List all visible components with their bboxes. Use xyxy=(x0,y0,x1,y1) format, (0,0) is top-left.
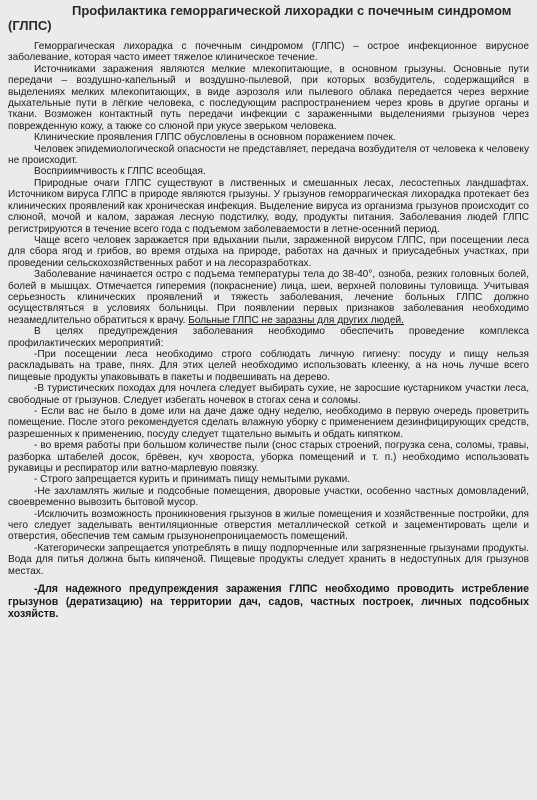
paragraph-sources: Источниками заражения являются мелкие млекопитающие, в основном грызуны. Основные пути передачи – воздушно-капельный и воздушно-пылевой, при которых возбудитель, содержащийся в выделениях мелких млекопитающих, в виде аэрозоля или пылевого облака передается через верхние дыхательные пути в лёгкие человека, с последующим распространением через кровь в другие органы и ткани. Возможен контактный путь передачи инфекции с зараженными выделениями грызунов через поврежденную кожу, а также со слюной при укусе зверьком человека. xyxy=(8,63,529,132)
not-contagious-note: Больные ГЛПС не заразны для других людей. xyxy=(188,314,404,326)
title-line-1: Профилактика геморрагической лихорадки с почечным синдромом xyxy=(72,3,512,18)
paragraph-susceptibility: Восприимчивость к ГЛПС всеобщая. xyxy=(34,166,206,178)
measure-clean-premises: -Не захламлять жилые и подсобные помещения, дворовые участки, особенно частных домовладений, своевременно вывозить бытовой мусор. xyxy=(8,485,529,509)
paragraph-clinical: Клинические проявления ГЛПС обусловлены в основном поражением почек. xyxy=(34,132,396,144)
measures-intro: В целях предупреждения заболевания необходимо обеспечить проведение комплекса профилактических мероприятий: xyxy=(8,326,529,349)
measure-no-smoking: - Строго запрещается курить и принимать пищу немытыми руками. xyxy=(34,474,351,486)
measure-rodent-proofing: -Исключить возможность проникновения грызунов в жилые помещения и хозяйственные постройки, для чего следует заделывать вентиляционные отверстия металлической сеткой и зацементировать щели и отверстия, обеспечив тем самым грызунонепроницаемость помещений. xyxy=(8,508,529,543)
measure-dust-work: - во время работы при большом количестве пыли (снос старых строений, погрузка сена, соломы, травы, разборка штабелей досок, брёвен, куч хвороста, уборка помещений и т. п.) необходимо использовать рукавицы и респиратор или ватно-марлевую повязку. xyxy=(8,440,529,475)
measure-food-safety: -Категорически запрещается употреблять в пищу подпорченные или загрязненные грызунами продукты. Вода для питья должна быть кипяченой. Пищевые продукты следует хранить в недоступных для грызунов местах. xyxy=(8,542,529,577)
measure-forest-hygiene: -При посещении леса необходимо строго соблюдать личную гигиену: посуду и пищу нельзя раскладывать на траве, пнях. Для этих целей необходимо использовать клеенку, а на ночь лучше всего пищевые продукты упаковывать в пакеты и подвешивать на дерево. xyxy=(8,348,529,383)
paragraph-not-contagious: Человек эпидемиологической опасности не представляет, передача возбудителя от человека к человеку не происходит. xyxy=(8,143,529,167)
paragraph-definition: Геморрагическая лихорадка с почечным синдромом (ГЛПС) – острое инфекционное вирусное заболевание, которая часто имеет тяжелое клиническое течение. xyxy=(8,41,529,64)
paragraph-natural-foci: Природные очаги ГЛПС существуют в лиственных и смешанных лесах, лесостепных ландшафтах. Источником вируса ГЛПС в природе являются грызуны. У грызунов геморрагическая лихорадка протекает без клинических проявлений как хроническая инфекция. Выделение вируса из организма грызунов происходит со слюной, мочой и калом, заражая лесную подстилку, воду, продукты питания. Заболевания людей ГЛПС регистрируются в течение всего года с подъемом заболеваемости в летне-осенний период. xyxy=(8,177,529,235)
title-line-2: (ГЛПС) xyxy=(8,18,52,33)
symptoms-text: Заболевание начинается остро с подъема температуры тела до 38-40°, озноба, резких головных болей, болей в мышцах. Отмечается гиперемия (покраснение) лица, шеи, верхней половины туловища. Учитывая серьезность клинических проявлений и тяжесть заболевания, лечение больных ГЛПС должно осуществляться в условиях больницы. При появлении первых признаков заболевания необходимо незамедлительно обратиться к врачу. xyxy=(8,269,529,326)
measure-ventilation: - Если вас не было в доме или на даче даже одну неделю, необходимо в первую очередь проветрить помещение. После этого рекомендуется сделать влажную уборку с применением дезинфицирующих средств, разрешенных к применению, посуду следует тщательно вымыть и обдать кипятком. xyxy=(8,406,529,440)
paragraph-infection-routes: Чаще всего человек заражается при вдыхании пыли, зараженной вирусом ГЛПС, при посещении леса для сбора ягод и грибов, во время отдыха на природе, работах на дачных и приусадебных участках, при проведении сельскохозяйственных работ и на лесоразработках. xyxy=(8,234,529,269)
final-recommendation: -Для надежного предупреждения заражения ГЛПС необходимо проводить истребление грызунов (дератизацию) на территории дач, садов, частных построек, личных подсобных хозяйств. xyxy=(8,583,529,621)
paragraph-symptoms xyxy=(8,269,529,326)
page-title xyxy=(8,3,529,33)
measure-camping: -В туристических походах для ночлега следует выбирать сухие, не заросшие кустарником участки леса, свободные от грызунов. Следует избегать ночевок в стогах сена и соломы. xyxy=(8,383,529,406)
